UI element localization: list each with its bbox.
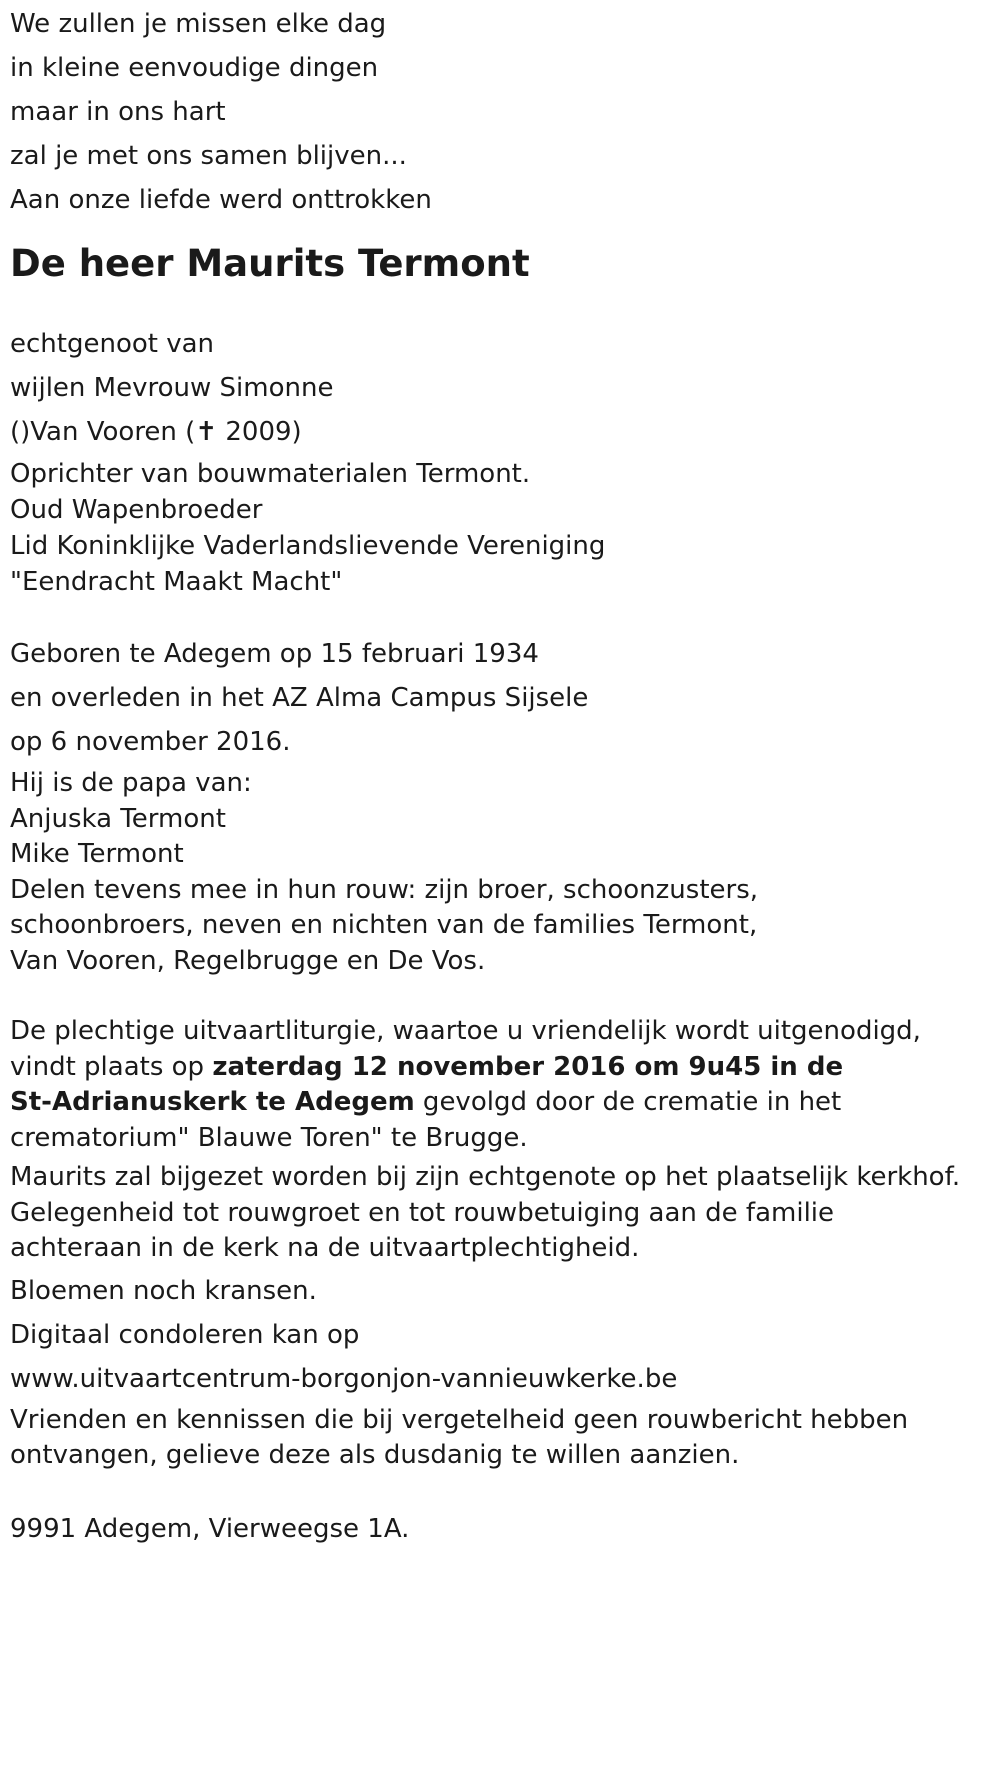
- poem-line: in kleine eenvoudige dingen: [10, 53, 379, 83]
- service-date: zaterdag 12 november 2016 om 9u45 in de: [212, 1051, 844, 1082]
- spouse-line: echtgenoot van: [10, 329, 215, 359]
- service-line: De plechtige uitvaartliturgie, waartoe u vriendelijk wordt uitgenodigd,: [10, 1016, 921, 1046]
- burial-line: achteraan in de kerk na de uitvaartplechtigheid.: [10, 1233, 640, 1263]
- life-line: op 6 november 2016.: [10, 727, 291, 757]
- poem-block: [10, 0, 1000, 220]
- family-line: Hij is de papa van:: [10, 768, 252, 798]
- service-text: gevolgd door de crematie in het: [414, 1087, 842, 1117]
- service-text: vindt plaats op: [10, 1051, 213, 1082]
- poem-line: Aan onze liefde werd onttrokken: [10, 185, 432, 215]
- life-block: [10, 634, 1000, 762]
- spouse-block: [10, 324, 1000, 452]
- service-church: St-Adrianuskerk te Adegem: [10, 1087, 415, 1117]
- spouse-line: ()Van Vooren (✝ 2009): [10, 417, 302, 447]
- family-block: [10, 766, 1000, 979]
- family-line: Van Vooren, Regelbrugge en De Vos.: [10, 945, 486, 976]
- life-line: Geboren te Adegem op 15 februari 1934: [10, 639, 539, 669]
- service-line: [10, 1085, 1000, 1121]
- service-line: crematorium" Blauwe Toren" te Brugge.: [10, 1122, 528, 1153]
- poem-line: maar in ons hart: [10, 97, 226, 127]
- child-name: Anjuska Termont: [10, 803, 226, 834]
- burial-line: Gelegenheid tot rouwgroet en tot rouwbetuiging aan de familie: [10, 1197, 835, 1228]
- poem-line: We zullen je missen elke dag: [10, 9, 387, 39]
- burial-line: Maurits zal bijgezet worden bij zijn echtgenote op het plaatselijk kerkhof.: [10, 1162, 961, 1192]
- condolence-intro: Digitaal condoleren kan op: [10, 1319, 360, 1350]
- flowers-note: Bloemen noch kransen.: [10, 1275, 317, 1306]
- family-line: Delen tevens mee in hun rouw: zijn broer, schoonzusters,: [10, 874, 759, 905]
- role-line: Lid Koninklijke Vaderlandslievende Vereniging: [10, 531, 606, 561]
- role-line: Oprichter van bouwmaterialen Termont.: [10, 459, 531, 489]
- notice-line: Vrienden en kennissen die bij vergetelheid geen rouwbericht hebben: [10, 1404, 909, 1435]
- notice-block: [10, 1403, 1000, 1474]
- condolence-url: www.uitvaartcentrum-borgonjon-vannieuwkerke.be: [10, 1363, 678, 1394]
- burial-block: [10, 1160, 1000, 1267]
- spouse-line: wijlen Mevrouw Simonne: [10, 373, 334, 403]
- life-line: en overleden in het AZ Alma Campus Sijsele: [10, 683, 589, 713]
- service-block: [10, 1014, 1000, 1156]
- roles-block: [10, 456, 1000, 600]
- role-line: Oud Wapenbroeder: [10, 495, 263, 525]
- deceased-name: De heer Maurits Termont: [10, 242, 530, 285]
- role-line: "Eendracht Maakt Macht": [10, 567, 343, 597]
- address: 9991 Adegem, Vierweegse 1A.: [10, 1513, 410, 1544]
- family-line: schoonbroers, neven en nichten van de families Termont,: [10, 910, 758, 940]
- notice-line: ontvangen, gelieve deze als dusdanig te willen aanzien.: [10, 1440, 740, 1470]
- poem-line: zal je met ons samen blijven...: [10, 141, 407, 171]
- child-name: Mike Termont: [10, 839, 184, 869]
- service-line: [10, 1050, 1000, 1086]
